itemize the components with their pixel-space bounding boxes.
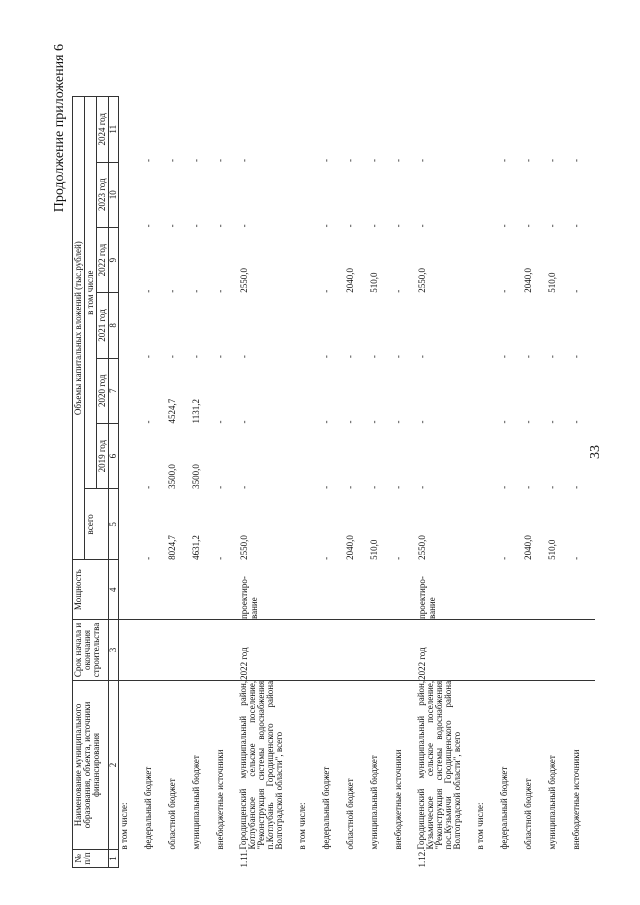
funding-row (297, 97, 321, 868)
row-value: 510,0 (369, 539, 379, 560)
row-number: 1.11. (239, 849, 249, 868)
row-value: - (499, 556, 509, 560)
row-value: - (191, 159, 201, 163)
row-term (215, 620, 239, 681)
row-name: внебюджетные источники (571, 749, 581, 850)
row-value: - (393, 420, 403, 424)
header-year: 2024 год (97, 97, 109, 163)
row-value: - (321, 485, 331, 489)
row-value: - (571, 355, 581, 359)
row-value: - (499, 420, 509, 424)
row-value: - (215, 289, 225, 293)
row-value: - (499, 485, 509, 489)
row-value: - (215, 556, 225, 560)
row-value: - (523, 355, 533, 359)
column-index: 11 (109, 97, 119, 163)
row-number (523, 849, 547, 867)
funding-row (167, 97, 191, 868)
row-name: в том числе: (297, 802, 307, 850)
row-value: - (239, 485, 249, 489)
row-name: областной бюджет (345, 778, 355, 850)
row-value: 2550,0 (239, 267, 249, 293)
row-value: - (417, 485, 427, 489)
row-value: - (321, 159, 331, 163)
row-power (297, 560, 321, 620)
row-name: муниципальный бюджет (369, 755, 379, 850)
row-value: - (369, 485, 379, 489)
funding-row (321, 97, 345, 868)
row-name: областной бюджет (523, 778, 533, 850)
row-value: - (547, 485, 557, 489)
row-value: - (321, 355, 331, 359)
row-value: - (523, 224, 533, 228)
row-number (547, 849, 571, 867)
funding-row (523, 97, 547, 868)
row-value: 2550,0 (417, 535, 427, 560)
row-value (297, 489, 321, 560)
row-value: - (191, 224, 201, 228)
row-name: внебюджетные источники (215, 749, 225, 850)
row-value: - (523, 485, 533, 489)
row-value: - (547, 355, 557, 359)
row-number (143, 849, 167, 867)
row-value (475, 293, 499, 358)
row-term (119, 620, 144, 681)
row-name: муниципальный бюджет (547, 755, 557, 850)
row-term (191, 620, 215, 681)
column-index: 3 (109, 620, 119, 681)
row-value: - (417, 355, 427, 359)
row-value: - (191, 289, 201, 293)
row-value: - (321, 289, 331, 293)
row-power (345, 560, 369, 620)
row-value: - (345, 355, 355, 359)
row-value (297, 97, 321, 163)
header-year: 2019 год (97, 423, 109, 488)
row-power (119, 560, 144, 620)
row-power: проектиро-вание (239, 560, 297, 620)
column-index: 1 (109, 849, 119, 867)
row-term (547, 620, 571, 681)
column-index: 8 (109, 293, 119, 358)
row-value: - (369, 159, 379, 163)
row-value (119, 97, 144, 163)
row-value: - (215, 355, 225, 359)
page-number: 33 (588, 445, 603, 459)
row-value: - (547, 420, 557, 424)
row-value: - (239, 159, 249, 163)
row-value: - (499, 224, 509, 228)
row-value: 2040,0 (523, 267, 533, 293)
column-index: 10 (109, 162, 119, 227)
row-value: - (143, 159, 153, 163)
row-value: 510,0 (547, 272, 557, 293)
funding-row (191, 97, 215, 868)
row-value (119, 489, 144, 560)
row-value: - (571, 556, 581, 560)
row-value: - (571, 224, 581, 228)
row-name: областной бюджет (167, 778, 177, 850)
row-value: - (143, 289, 153, 293)
row-value: 2550,0 (239, 535, 249, 560)
column-index: 9 (109, 227, 119, 292)
row-term: 2022 год (239, 620, 297, 681)
row-value: 3500,0 (191, 464, 201, 489)
row-name: в том числе: (119, 802, 129, 850)
row-number (499, 849, 523, 867)
row-power (523, 560, 547, 620)
row-value: - (571, 420, 581, 424)
row-term: 2022 год (417, 620, 475, 681)
row-term (321, 620, 345, 681)
row-value (297, 293, 321, 358)
row-value: 3500,0 (167, 464, 177, 489)
row-value: - (167, 355, 177, 359)
capital-investment-table (72, 96, 595, 868)
row-value: - (369, 224, 379, 228)
row-power (167, 560, 191, 620)
row-value: - (167, 224, 177, 228)
row-value: - (143, 556, 153, 560)
row-value: - (571, 159, 581, 163)
row-value: - (321, 420, 331, 424)
row-term (369, 620, 393, 681)
row-value (475, 489, 499, 560)
column-index: 5 (109, 489, 119, 560)
header-power: Мощность (73, 560, 109, 620)
row-value: - (393, 159, 403, 163)
header-name: Наименование муниципального образования, объекта, источники финансирования (73, 680, 109, 849)
header-total: всего (85, 489, 109, 560)
table-body (119, 97, 596, 868)
row-value (119, 358, 144, 423)
header-num: № п/п (73, 849, 109, 867)
row-name: муниципальный бюджет (191, 755, 201, 850)
header-term: Срок начала и окончания строительства (73, 620, 109, 681)
row-value: - (499, 355, 509, 359)
header-year: 2021 год (97, 293, 109, 358)
row-value: - (417, 420, 427, 424)
row-value: - (393, 485, 403, 489)
funding-row (499, 97, 523, 868)
row-value: 2040,0 (345, 267, 355, 293)
row-value: - (321, 556, 331, 560)
funding-row (547, 97, 571, 868)
row-value (475, 423, 499, 488)
object-row (239, 97, 297, 868)
row-value: - (167, 159, 177, 163)
row-value: - (417, 224, 427, 228)
row-number (475, 849, 499, 867)
column-index: 2 (109, 680, 119, 849)
row-value (119, 162, 144, 227)
row-value: - (547, 224, 557, 228)
funding-row (475, 97, 499, 868)
row-value: 2040,0 (523, 535, 533, 560)
row-term (523, 620, 547, 681)
row-name: Городищенский муниципальный район, Котлубанское сельское поселение, "Реконструкция системы водоснабжения п.Котлубань Городищенского района Волгоградской области", всего (238, 680, 284, 850)
row-value (119, 227, 144, 292)
row-value: - (143, 420, 153, 424)
row-power (191, 560, 215, 620)
row-value (297, 423, 321, 488)
row-value: - (571, 485, 581, 489)
row-value: - (523, 159, 533, 163)
row-power (215, 560, 239, 620)
row-term (393, 620, 417, 681)
row-power (499, 560, 523, 620)
row-value: - (143, 485, 153, 489)
row-value: - (239, 420, 249, 424)
row-number (191, 849, 215, 867)
funding-row (369, 97, 393, 868)
row-number (393, 849, 417, 867)
row-value: 2040,0 (345, 535, 355, 560)
row-value: - (393, 355, 403, 359)
row-value: - (571, 289, 581, 293)
funding-row (119, 97, 144, 868)
row-value: - (499, 159, 509, 163)
row-number (167, 849, 191, 867)
row-power (369, 560, 393, 620)
row-number (345, 849, 369, 867)
header-year: 2023 год (97, 162, 109, 227)
row-name: федеральный бюджет (143, 766, 153, 850)
column-index: 4 (109, 560, 119, 620)
header-including: в том числе (85, 97, 97, 489)
row-name: внебюджетные источники (393, 749, 403, 850)
row-value (119, 293, 144, 358)
funding-row (571, 97, 595, 868)
row-term (345, 620, 369, 681)
row-value: - (215, 224, 225, 228)
row-value: 4631,2 (191, 535, 201, 560)
row-value: - (215, 159, 225, 163)
row-value: 2550,0 (417, 267, 427, 293)
header-volumes: Объемы капитальных вложений (тыс.рублей) (73, 97, 85, 560)
row-value: - (239, 224, 249, 228)
row-term (499, 620, 523, 681)
row-value: - (321, 224, 331, 228)
row-value: - (393, 556, 403, 560)
row-value: - (345, 420, 355, 424)
row-value (119, 423, 144, 488)
row-value: - (143, 355, 153, 359)
row-value (475, 227, 499, 292)
row-value: - (369, 355, 379, 359)
funding-row (393, 97, 417, 868)
header-year: 2022 год (97, 227, 109, 292)
row-power (475, 560, 499, 620)
column-index: 6 (109, 423, 119, 488)
row-value: - (393, 224, 403, 228)
row-value: 510,0 (547, 539, 557, 560)
row-value: - (239, 355, 249, 359)
row-value: - (417, 159, 427, 163)
row-value (297, 358, 321, 423)
row-value: 1131,2 (191, 399, 201, 424)
row-number: 1.12. (417, 849, 427, 868)
funding-row (143, 97, 167, 868)
row-value: 4524,7 (167, 398, 177, 424)
row-value: - (369, 420, 379, 424)
row-value: - (345, 485, 355, 489)
header-year: 2020 год (97, 358, 109, 423)
row-term (475, 620, 499, 681)
row-value: - (167, 289, 177, 293)
funding-row (215, 97, 239, 868)
row-power (321, 560, 345, 620)
row-power (143, 560, 167, 620)
column-index: 7 (109, 358, 119, 423)
row-value: - (215, 420, 225, 424)
row-name: федеральный бюджет (321, 766, 331, 850)
row-term (297, 620, 321, 681)
row-value (475, 97, 499, 163)
row-value: - (143, 224, 153, 228)
row-term (571, 620, 595, 681)
row-name: Городищенский муниципальный район, Кузьмическое сельское поселение, "Реконструкция системы водоснабжения пос.Кузьмичи Городищенского района Волгоградской области", всего (416, 680, 462, 850)
row-number (297, 849, 321, 867)
appendix-caption: Продолжение приложения 6 (52, 44, 67, 213)
row-value: - (345, 224, 355, 228)
row-power (571, 560, 595, 620)
row-value: - (191, 355, 201, 359)
row-value: - (215, 485, 225, 489)
row-name: федеральный бюджет (499, 766, 509, 850)
row-value: - (523, 420, 533, 424)
row-value (297, 162, 321, 227)
row-term (143, 620, 167, 681)
row-value: 8024,7 (167, 535, 177, 560)
row-value: - (393, 289, 403, 293)
row-term (167, 620, 191, 681)
row-number (369, 849, 393, 867)
row-power (393, 560, 417, 620)
row-number (215, 849, 239, 867)
object-row (417, 97, 475, 868)
row-power (547, 560, 571, 620)
row-value: - (499, 289, 509, 293)
funding-row (345, 97, 369, 868)
row-value (475, 358, 499, 423)
row-power: проектиро-вание (417, 560, 475, 620)
row-value (297, 227, 321, 292)
row-number (571, 849, 595, 867)
row-number (321, 849, 345, 867)
row-value: - (345, 159, 355, 163)
row-number (119, 849, 144, 867)
row-value: 510,0 (369, 272, 379, 293)
row-value (475, 162, 499, 227)
row-value: - (547, 159, 557, 163)
row-name: в том числе: (475, 802, 485, 850)
